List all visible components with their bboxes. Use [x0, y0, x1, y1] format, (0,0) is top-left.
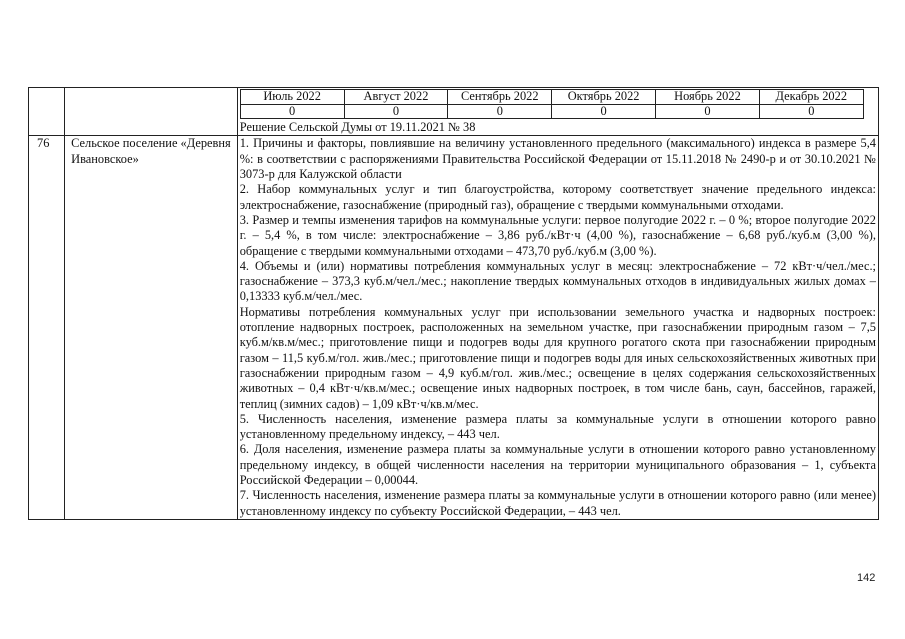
- month-header: Июль 2022: [240, 90, 344, 105]
- previous-row-text-cell: [237, 88, 878, 136]
- page-number: 142: [857, 572, 876, 584]
- month-header: Ноябрь 2022: [656, 90, 760, 105]
- month-header-row: [240, 90, 863, 105]
- month-value: 0: [448, 104, 552, 119]
- month-header: Октябрь 2022: [552, 90, 656, 105]
- paragraph-reasons: 1. Причины и факторы, повлиявшие на величину установленного предельного (максимального) индекса в размере 5,4 %: в соответствии с распоряжениями Правительства Российской Федерации от 15.11.2018 № 2490-р и от 30.10.2021 № 3073-р для Калужской области: [239, 136, 876, 182]
- month-value: 0: [344, 104, 448, 119]
- paragraph-population: 5. Численность населения, изменение размера платы за коммунальные услуги в отношении которого равно установленному предельному индексу, – 443 чел.: [239, 411, 876, 442]
- table-row-previous: [29, 88, 879, 136]
- month-header: Август 2022: [344, 90, 448, 105]
- month-value: 0: [240, 104, 344, 119]
- row-number: 76: [29, 136, 65, 519]
- month-value: 0: [759, 104, 863, 119]
- paragraph-services: 2. Набор коммунальных услуг и тип благоустройства, которому соответствует значение предельного индекса: электроснабжение, газоснабжение (природный газ), обращение с твердыми коммунальными отходами.: [239, 182, 876, 212]
- paragraph-land-norms: Нормативы потребления коммунальных услуг при использовании земельного участка и надворных построек: отопление надворных построек, расположенных на земельном участке, при газоснабжении природным газом – 7,5 куб.м/кв.м/мес.; приготовление пищи и подогрев воды для крупного рогатого скота при газоснабжении природным газом – 11,5 куб.м/гол. жив./мес.; приготовление пищи и подогрев воды для иных сельскохозяйственных животных при газоснабжении природным газом – 4,9 куб.м/гол. жив./мес.; освещение в целях содержания сельскохозяйственных животных – 0,4 кВт·ч/кв.м/мес.; освещение иных надворных построек, в том числе бань, саун, бассейнов, гаражей, теплиц (зимних садов) – 1,09 кВт·ч/кв.м/мес.: [239, 304, 876, 411]
- paragraph-population-share: 6. Доля населения, изменение размера платы за коммунальные услуги в отношении которого равно установленному предельному индексу, в общей численности населения на территории муниципального образования – 1, субъекта Российской Федерации – 0,00044.: [239, 442, 876, 488]
- paragraph-tariffs: 3. Размер и темпы изменения тарифов на коммунальные услуги: первое полугодие 2022 г. – 0 %; второе полугодие 2022 г. – 5,4 %, в том числе: электроснабжение – 3,86 руб./кВт·ч (4,00 %), газоснабжение – 6,68 руб./куб.м (3,00 %), обращение с твердыми коммунальными отходами – 473,70 руб./куб.м (3,00 %).: [239, 212, 876, 258]
- paragraph-population-subject: 7. Численность населения, изменение размера платы за коммунальные услуги в отношении которого равно (или менее) установленному индексу по субъекту Российской Федерации, – 443 чел.: [239, 488, 876, 518]
- previous-row-name-cell: [65, 88, 238, 136]
- table-row-76: [29, 136, 879, 519]
- month-value-row: [240, 104, 863, 119]
- row-details-cell: [237, 136, 878, 519]
- month-value: 0: [552, 104, 656, 119]
- tariff-table: [28, 87, 879, 520]
- month-index-table: [240, 89, 864, 119]
- month-header: Сентябрь 2022: [448, 90, 552, 105]
- settlement-name: Сельское поселение «Деревня Ивановское»: [65, 136, 238, 519]
- month-value: 0: [656, 104, 760, 119]
- previous-row-number-cell: [29, 88, 65, 136]
- decision-reference: Решение Сельской Думы от 19.11.2021 № 38: [239, 120, 476, 135]
- paragraph-volumes: 4. Объемы и (или) нормативы потребления коммунальных услуг в месяц: электроснабжение – 72 кВт·ч/чел./мес.; газоснабжение – 373,3 куб.м/чел./мес.; накопление твердых коммунальных отходов в индивидуальных жилых домах – 0,13333 куб.м/чел./мес.: [239, 258, 876, 304]
- month-header: Декабрь 2022: [759, 90, 863, 105]
